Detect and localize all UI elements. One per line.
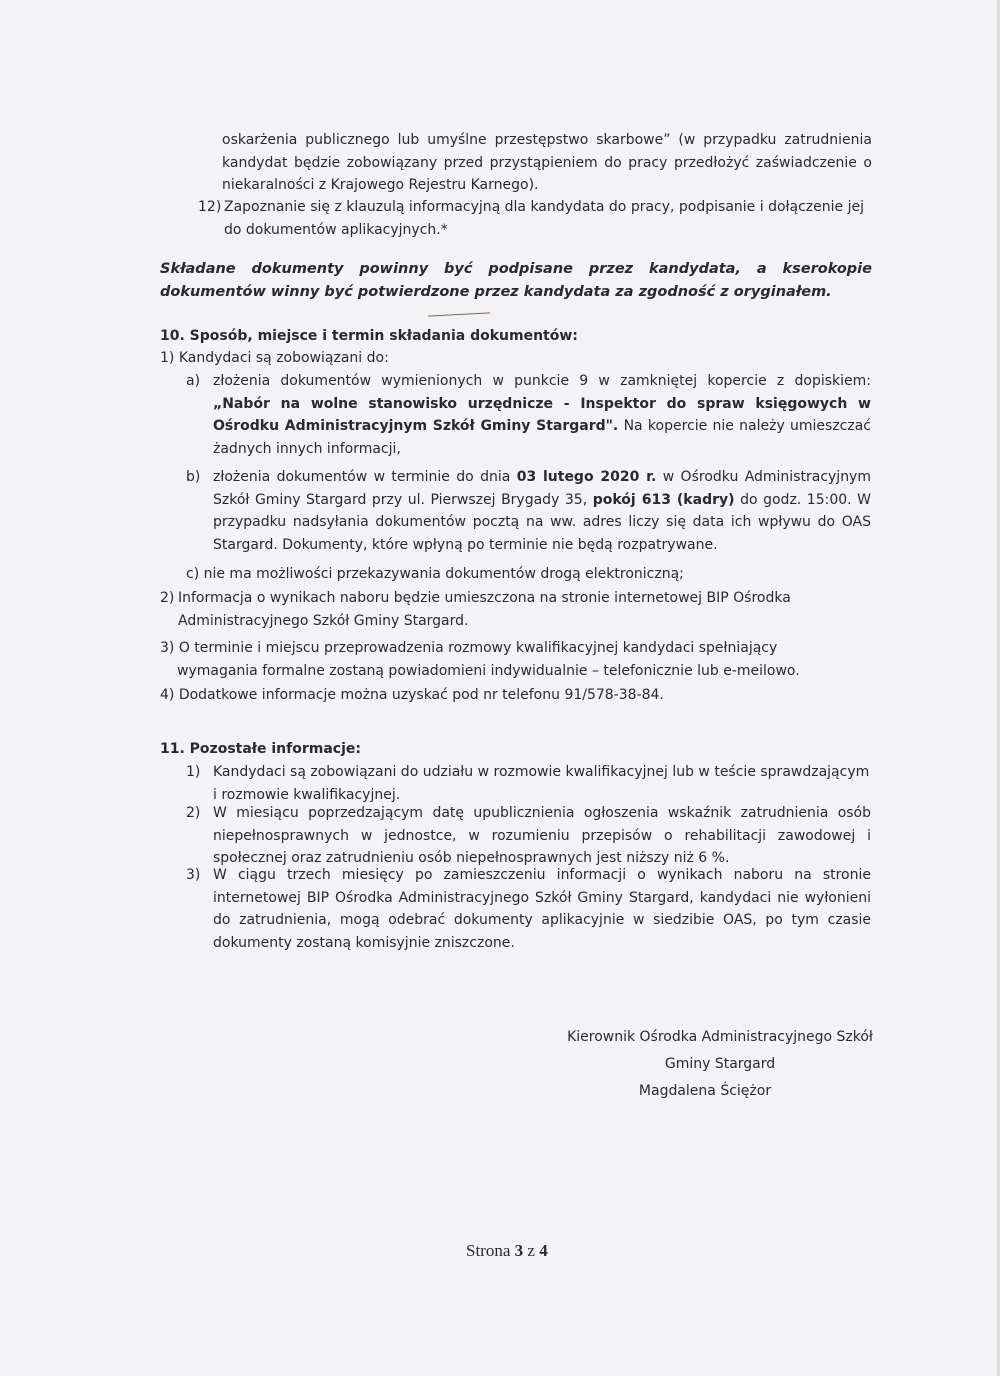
section-11-item-1-text: Kandydaci są zobowiązani do udziału w rozmowie kwalifikacyjnej lub w teście sprawdzającym i rozmowie kwalifikacyjnej. xyxy=(213,764,870,803)
section-11-item-3-label: 3) xyxy=(186,867,201,883)
section-10-point-3-line-1: 3) O terminie i miejscu przeprowadzenia rozmowy kwalifikacyjnej kandydaci spełniający xyxy=(160,640,778,656)
previous-item-continuation xyxy=(222,129,872,197)
section-10-point-2-line-1: Informacja o wynikach naboru będzie umieszczona na stronie internetowej BIP Ośrodka xyxy=(178,590,791,606)
page-number xyxy=(466,1241,548,1261)
point-a xyxy=(213,370,871,460)
signing-note-text: Składane dokumenty powinny być podpisane przez kandydata, a kserokopie dokumentów winny być potwierdzone przez kandydata za zgodność z oryginałem. xyxy=(160,261,872,300)
point-b-text-2: w Ośrodku Administracyjnym Szkół Gminy Stargard przy ul. Pierwszej Brygady 35, xyxy=(213,469,871,508)
page-number-prefix: Strona xyxy=(466,1241,511,1260)
section-11-item-1-label: 1) xyxy=(186,764,201,780)
section-10-heading: 10. Sposób, miejsce i termin składania dokumentów: xyxy=(160,328,578,344)
section-11-item-1 xyxy=(213,761,873,806)
item-12 xyxy=(224,196,874,241)
section-10-point-2-label: 2) xyxy=(160,590,175,606)
page-separator: z xyxy=(527,1241,535,1260)
total-pages: 4 xyxy=(539,1241,548,1260)
deadline-date: 03 lutego 2020 r. xyxy=(516,469,657,485)
item-12-text: Zapoznanie się z klauzulą informacyjną dla kandydata do pracy, podpisanie i dołączenie jej do dokumentów aplikacyjnych.* xyxy=(224,199,864,238)
point-c: c) nie ma możliwości przekazywania dokumentów drogą elektroniczną; xyxy=(186,566,684,582)
signature-title: Kierownik Ośrodka Administracyjnego Szkół xyxy=(567,1029,873,1045)
section-10-point-4: 4) Dodatkowe informacje można uzyskać pod nr telefonu 91/578-38-84. xyxy=(160,687,664,703)
section-11-item-2-text: W miesiącu poprzedzającym datę upublicznienia ogłoszenia wskaźnik zatrudnienia osób niepełnosprawnych w jednostce, w rozumieniu przepisów o rehabilitacji zawodowej i społecznej oraz zatrudnieniu osób niepełnosprawnych jest niższy niż 6 %. xyxy=(213,805,871,866)
current-page: 3 xyxy=(514,1241,524,1260)
point-a-text-2: Na kopercie nie należy umieszczać żadnych innych informacji, xyxy=(213,418,872,457)
previous-item-text: oskarżenia publicznego lub umyślne przestępstwo skarbowe” (w przypadku zatrudnienia kandydat będzie zobowiązany przed przystąpieniem do pracy przedłożyć zaświadczenie o niekaralności z Krajowego Rejestru Karnego). xyxy=(222,132,872,193)
point-b-label: b) xyxy=(186,469,201,485)
signing-note xyxy=(160,258,872,303)
section-11-item-2-label: 2) xyxy=(186,805,201,821)
point-a-label: a) xyxy=(186,373,201,389)
signature-block xyxy=(540,1024,900,1105)
section-10-point-1: 1) Kandydaci są zobowiązani do: xyxy=(160,350,389,366)
section-11-item-3-text: W ciągu trzech miesięcy po zamieszczeniu informacji o wynikach naboru na stronie internetowej BIP Ośrodka Administracyjnego Szkół Gminy Stargard, kandydaci nie wyłonieni do zatrudnienia, mogą odebrać dokumenty aplikacyjnie w siedzibie OAS, po tym czasie dokumenty zostaną komisyjnie zniszczone. xyxy=(213,867,871,951)
item-12-label: 12) xyxy=(198,199,222,215)
section-10-point-2-line-2: Administracyjnego Szkół Gminy Stargard. xyxy=(178,613,469,629)
point-a-envelope-label: „Nabór na wolne stanowisko urzędnicze - Inspektor do spraw księgowych w Ośrodku Administracyjnym Szkół Gminy Stargard". xyxy=(213,395,871,434)
room-number: pokój 613 (kadry) xyxy=(592,491,735,508)
section-11-item-3 xyxy=(213,864,871,954)
signature-organization: Gminy Stargard xyxy=(664,1056,776,1072)
section-11-item-2 xyxy=(213,802,871,870)
point-b-text-3: do godz. 15:00. W przypadku nadsyłania dokumentów pocztą na ww. adres liczy się data ich wpływu do OAS Stargard. Dokumenty, które wpłyną po terminie nie będą rozpatrywane. xyxy=(213,491,871,553)
section-11-heading: 11. Pozostałe informacje: xyxy=(160,741,361,757)
point-b xyxy=(213,466,871,556)
point-a-text: złożenia dokumentów wymienionych w punkcie 9 w zamkniętej kopercie z dopiskiem: xyxy=(213,373,871,389)
point-b-text: złożenia dokumentów w terminie do dnia xyxy=(213,469,511,485)
pen-mark xyxy=(428,312,490,316)
signature-name: Magdalena Ściężor xyxy=(638,1083,772,1099)
section-10-point-3-line-2: wymagania formalne zostaną powiadomieni indywidualnie – telefonicznie lub e-meilowo. xyxy=(177,663,800,679)
